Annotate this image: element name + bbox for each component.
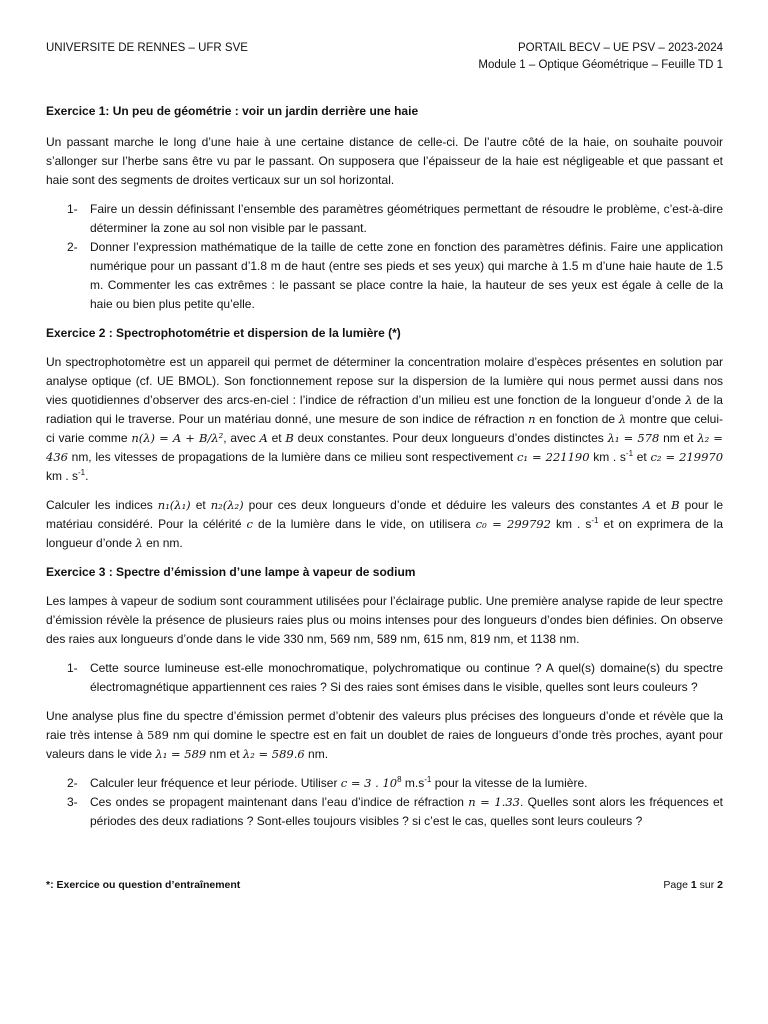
header-course-line2: Module 1 – Optique Géométrique – Feuille TD 1 bbox=[478, 59, 723, 71]
header-institution: UNIVERSITE DE RENNES – UFR SVE bbox=[46, 42, 248, 54]
question-text: Donner l’expression mathématique de la taille de cette zone en fonction des paramètres définis. Faire une application numérique pour un passant d’1.8 m de haut (entre ses pieds et ses yeux) qui marche à 1.5 m d’une haie haute de 1.5 m. Commenter les cas extrêmes : le passant se place contre la haie, la hauteur de ses yeux est égale à celle de la haie ou bien plus petite qu’elle. bbox=[90, 240, 723, 311]
question-number: 1- bbox=[67, 661, 78, 675]
exercise-3-questions-a bbox=[46, 659, 723, 697]
exercise-3-question-2 bbox=[46, 774, 723, 793]
footer-note: *: Exercice ou question d’entraînement bbox=[46, 879, 241, 891]
question-text: Cette source lumineuse est-elle monochromatique, polychromatique ou continue ? A quel(s) domaine(s) du spectre électromagnétique appartiennent ces raies ? Si des raies sont émises dans le visible, quelles sont leurs couleurs ? bbox=[90, 661, 723, 694]
exercise-1-title: Exercice 1: Un peu de géométrie : voir un jardin derrière une haie bbox=[46, 104, 419, 118]
exercise-2-paragraph-2: Calculer les indices n₁(λ₁) et n₂(λ₂) pour ces deux longueurs d’onde et déduire les valeurs des constantes A et B pour le matériau considéré. Pour la célérité c de la lumière dans le vide, on utilisera c₀ = 299792 km . $s^{-1}$ et on exprimera de la longueur d’onde λ en nm. bbox=[46, 498, 724, 550]
exercise-3-paragraph-1: Les lampes à vapeur de sodium sont couramment utilisées pour l’éclairage public. Une première analyse rapide de leur spectre d’émission révèle la présence de plusieurs raies plus ou moins intenses pour des longueurs d’ondes bien définies. On observe des raies aux longueurs d’onde dans le vide 330 nm, 569 nm, 589 nm, 615 nm, 819 nm, et 1138 nm. bbox=[46, 594, 723, 646]
exercise-3-paragraph-2: Une analyse plus fine du spectre d’émission permet d’obtenir des valeurs plus précises des longueurs d’onde et révèle que la raie très intense à 589 nm qui domine le spectre est en fait un doublet de raies de longueurs d’onde très proches, ayant pour valeurs dans le vide λ₁ = 589 nm et λ₂ = 589.6 nm. bbox=[46, 709, 723, 761]
exercise-1-question-2 bbox=[46, 238, 723, 314]
exercise-3-question-3 bbox=[46, 793, 723, 831]
header-course-line1: PORTAIL BECV – UE PSV – 2023-2024 bbox=[518, 42, 723, 54]
exercise-2-paragraph-1: Un spectrophotomètre est un appareil qui permet de déterminer la concentration molaire d’espèces présentes en solution par analyse optique (cf. UE BMOL). Son fonctionnement repose sur la dispersion de la lumière qui nous permet aussi dans nos vies quotidiennes d’observer des arcs-en-ciel : l’indice de réfraction d’un milieu est une fonction de la longueur d’onde λ de la radiation qui le traverse. Pour un matériau donné, une mesure de son indice de réfraction n en fonction de λ montre que celui-ci varie comme n(λ) = A + B/λ², avec A et B deux constantes. Pour deux longueurs d’ondes distinctes λ₁ = 578 nm et λ₂ = 436 nm, les vitesses de propagations de la lumière dans ce milieu sont respectivement c₁ = 221190 km . $s^{-1}$ et c₂ = 219970 km . $s^{-1}$. bbox=[46, 355, 724, 483]
page-number: Page 1 sur 2 bbox=[663, 879, 723, 891]
question-text: Ces ondes se propagent maintenant dans l’eau d’indice de réfraction n = 1.33. Quelles sont alors les fréquences et périodes des deux radiations ? Sont-elles toujours visibles ? si c’est le cas, quelles sont leurs couleurs ? bbox=[90, 795, 723, 828]
question-number: 2- bbox=[67, 776, 78, 790]
question-number: 2- bbox=[67, 240, 78, 254]
question-text: Faire un dessin définissant l’ensemble des paramètres géométriques permettant de résoudre le problème, c’est-à-dire déterminer la zone au sol non visible par le passant. bbox=[90, 202, 723, 235]
exercise-1-intro: Un passant marche le long d’une haie à une certaine distance de celle-ci. De l’autre côté de la haie, on souhaite pouvoir s’allonger sur l’herbe sans être vu par le passant. On supposera que l’épaisseur de la haie est négligeable et que passant et haie sont des segments de droites verticaux sur un sol horizontal. bbox=[46, 135, 723, 187]
document-page bbox=[46, 40, 723, 1000]
question-number: 3- bbox=[67, 795, 78, 809]
exercise-3-title: Exercice 3 : Spectre d’émission d’une lampe à vapeur de sodium bbox=[46, 565, 416, 579]
exercise-3-questions-b bbox=[46, 774, 723, 831]
header-course bbox=[478, 40, 723, 74]
exercise-1-question-1 bbox=[46, 200, 723, 238]
page-footer bbox=[46, 879, 723, 891]
question-number: 1- bbox=[67, 202, 78, 216]
question-text: Calculer leur fréquence et leur période. Utiliser c = 3 . $10^8$ $m.s^{-1}$ pour la vitesse de la lumière. bbox=[90, 775, 588, 790]
exercise-3-question-1 bbox=[46, 659, 723, 697]
exercise-1-questions bbox=[46, 200, 723, 314]
page-header bbox=[46, 40, 723, 74]
exercise-2-title: Exercice 2 : Spectrophotométrie et dispersion de la lumière (*) bbox=[46, 326, 401, 340]
